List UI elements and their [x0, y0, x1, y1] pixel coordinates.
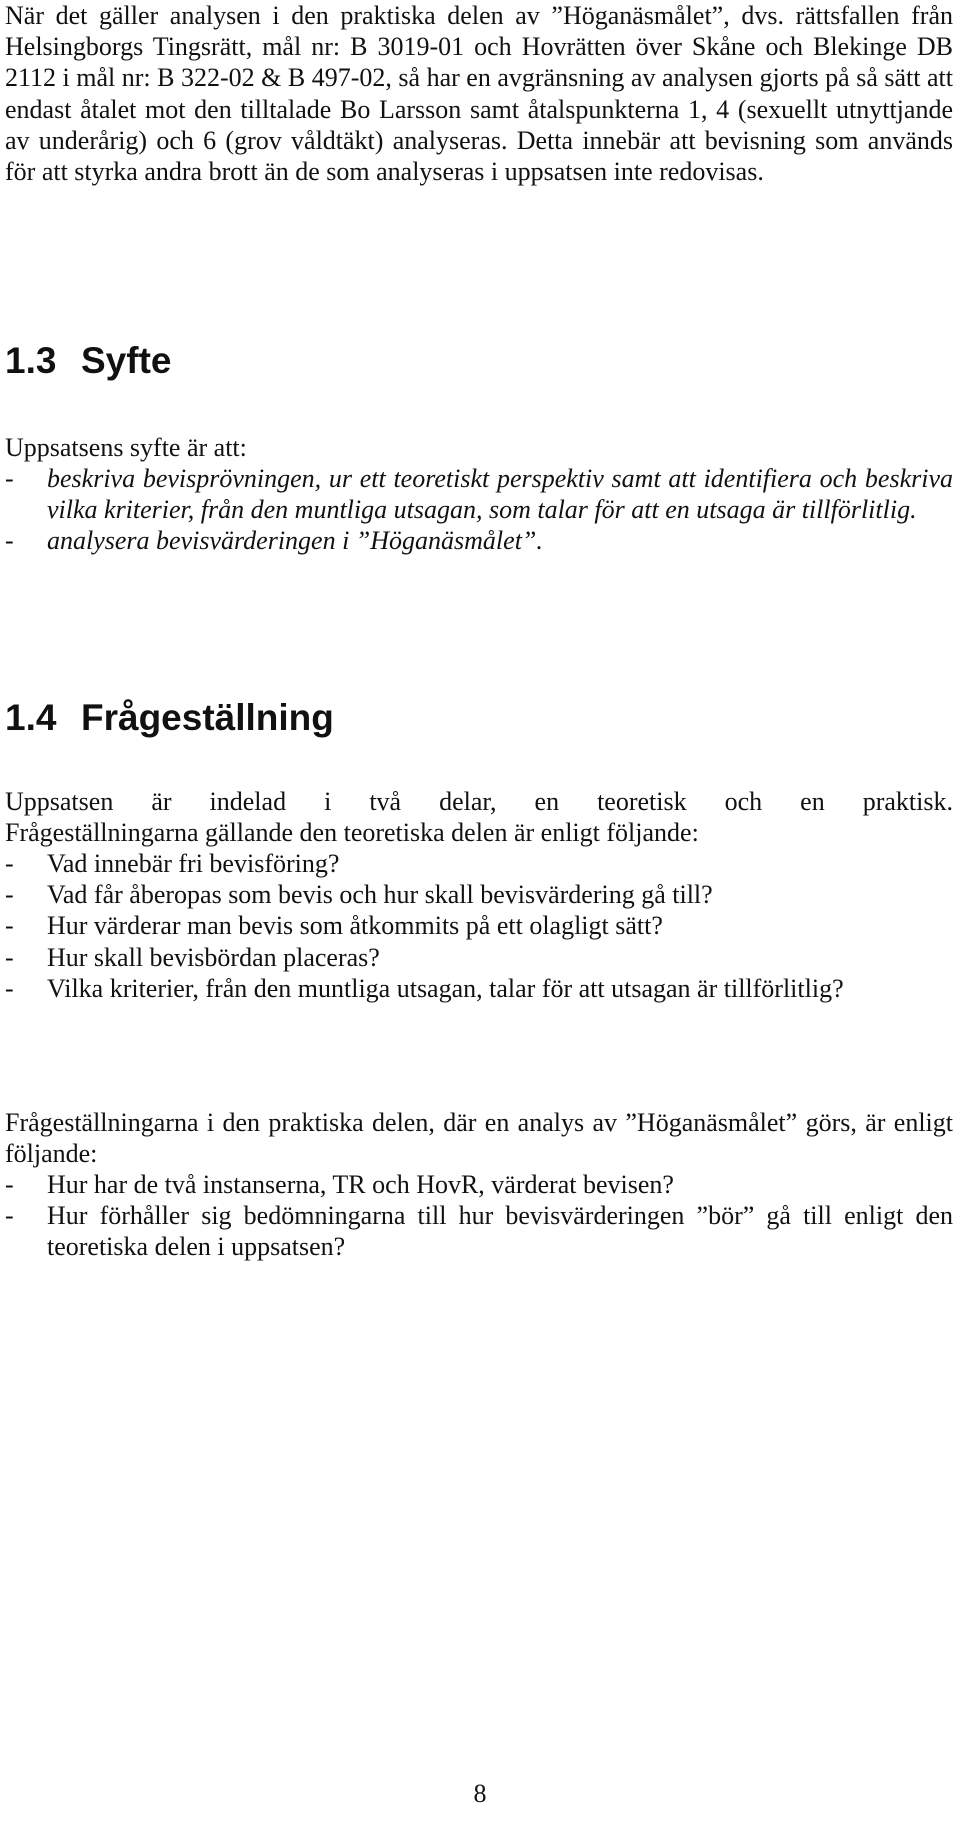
- list-item: [5, 1200, 953, 1262]
- list-item-text: Hur förhåller sig bedömningarna till hur bevisvärderingen ”bör” gå till enligt den teoretiska delen i uppsatsen?: [47, 1201, 953, 1262]
- section-heading-syfte: [5, 339, 171, 383]
- list-item: [5, 910, 953, 941]
- praktisk-question-list: [5, 1169, 953, 1263]
- list-dash: -: [5, 526, 14, 556]
- list-item: [5, 463, 953, 525]
- list-item-text: Hur har de två instanserna, TR och HovR, värderat bevisen?: [47, 1170, 674, 1199]
- page-number: 8: [473, 1779, 487, 1808]
- list-dash: -: [5, 849, 14, 878]
- section-number: 1.4: [5, 697, 57, 738]
- teori-question-list: [5, 848, 953, 1004]
- list-dash: -: [5, 973, 14, 1003]
- list-item: [5, 1169, 953, 1200]
- list-item-text: beskriva bevisprövningen, ur ett teoretiskt perspektiv samt att identifiera och beskriva vilka kriterier, från den muntliga utsagan, som talar för att en utsaga är tillförlitlig.: [47, 464, 953, 525]
- list-item-text: Hur värderar man bevis som åtkommits på ett olagligt sätt?: [47, 911, 663, 941]
- list-item-text: Hur skall bevisbördan placeras?: [47, 942, 380, 972]
- list-item-text: Vad får åberopas som bevis och hur skall bevisvärdering gå till?: [47, 880, 713, 910]
- section-title: Frågeställning: [81, 697, 334, 738]
- fragestallning-intro-line: Frågeställningarna gällande den teoretiska delen är enligt följande:: [5, 818, 699, 848]
- list-dash: -: [5, 464, 14, 493]
- section-title: Syfte: [81, 340, 172, 381]
- section-number: 1.3: [5, 340, 57, 381]
- section-heading-fragestallning: [5, 696, 334, 740]
- praktisk-intro: Frågeställningarna i den praktiska delen, där en analys av ”Höganäsmålet” görs, är enligt följande:: [5, 1108, 953, 1169]
- list-item: [5, 879, 953, 910]
- list-item: [5, 525, 953, 556]
- syfte-intro: Uppsatsens syfte är att:: [5, 433, 247, 462]
- intro-paragraph: När det gäller analysen i den praktiska delen av ”Höganäsmålet”, dvs. rättsfallen från Helsingborgs Tingsrätt, mål nr: B 3019-01 och Hovrätten över Skåne och Blekinge DB 2112 i mål nr: B 322-02 & B 497-02, så har en avgränsning av analysen gjorts på så sätt att endast åtalet mot den tilltalade Bo Larsson samt åtalspunkterna 1, 4 (sexuellt utnyttjande av underårig) och 6 (grov våldtäkt) analyseras. Detta innebär att bevisning som används för att styrka andra brott än de som analyseras i uppsatsen inte redovisas.: [5, 1, 953, 187]
- list-item: [5, 848, 953, 879]
- list-dash: -: [5, 942, 14, 972]
- fragestallning-intro: [5, 786, 953, 848]
- fragestallning-intro-line: Uppsatsen är indelad i två delar, en teoretisk och en praktisk.: [5, 787, 953, 816]
- list-item-text: Vilka kriterier, från den muntliga utsagan, talar för att utsagan är tillförlitlig?: [47, 973, 844, 1003]
- list-dash: -: [5, 1170, 14, 1199]
- list-item: [5, 973, 953, 1004]
- syfte-list: [5, 463, 953, 557]
- list-dash: -: [5, 880, 14, 910]
- list-item: [5, 942, 953, 973]
- list-item-text: Vad innebär fri bevisföring?: [47, 849, 340, 878]
- list-dash: -: [5, 911, 14, 941]
- list-item-text: analysera bevisvärderingen i ”Höganäsmålet”.: [47, 526, 543, 556]
- list-dash: -: [5, 1201, 14, 1231]
